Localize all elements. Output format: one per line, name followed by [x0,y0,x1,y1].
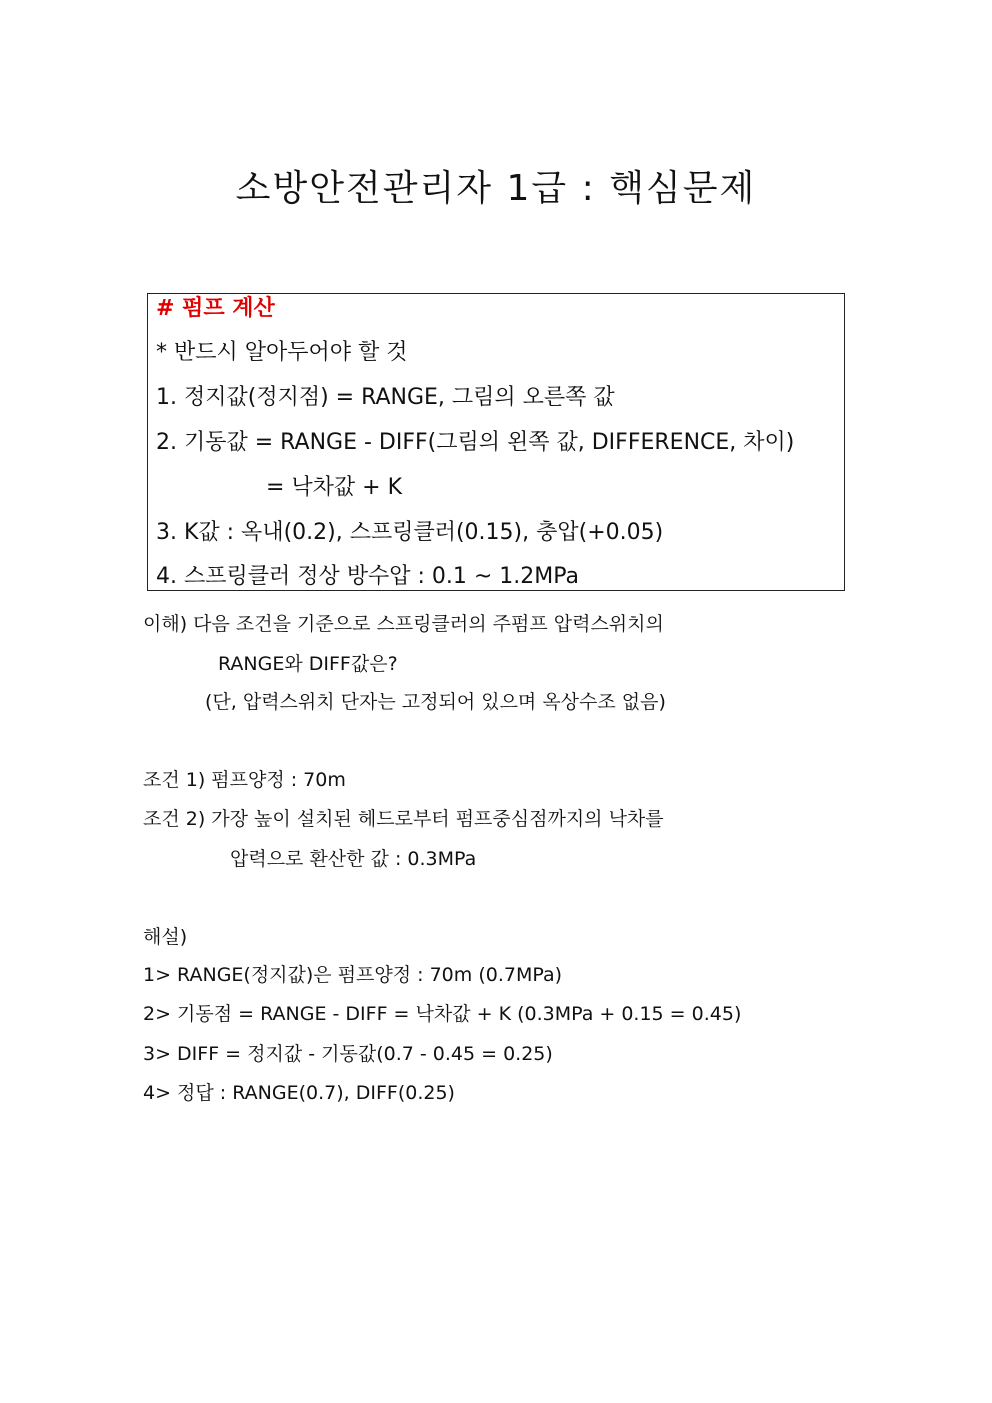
explanation-step-2: 2> 기동점 = RANGE - DIFF = 낙차값 + K (0.3MPa + 0.15 = 0.45) [143,1003,742,1025]
explanation-label: 해설) [143,926,188,948]
explanation-step-4: 4> 정답 : RANGE(0.7), DIFF(0.25) [143,1082,455,1104]
question-line-1: 이해) 다음 조건을 기준으로 스프링클러의 주펌프 압력스위치의 [143,613,664,635]
explanation-step-3: 3> DIFF = 정지값 - 기동값(0.7 - 0.45 = 0.25) [143,1043,553,1065]
key-points-box [147,293,845,591]
key-point-2: 2. 기동값 = RANGE - DIFF(그림의 왼쪽 값, DIFFERENCE, 차이) [156,430,795,455]
key-point-3: 3. K값 : 옥내(0.2), 스프링클러(0.15), 충압(+0.05) [156,520,664,545]
condition-2-continued: 압력으로 환산한 값 : 0.3MPa [230,848,477,870]
question-line-2: RANGE와 DIFF값은? [218,653,398,675]
condition-1: 조건 1) 펌프양정 : 70m [143,769,346,791]
must-know-line: * 반드시 알아두어야 할 것 [156,340,408,365]
box-heading: # 펌프 계산 [156,296,275,321]
key-point-2-continued: = 낙차값 + K [266,475,403,500]
key-point-1: 1. 정지값(정지점) = RANGE, 그림의 오른쪽 값 [156,385,615,410]
page-title: 소방안전관리자 1급 : 핵심문제 [235,168,757,209]
condition-2: 조건 2) 가장 높이 설치된 헤드로부터 펌프중심점까지의 낙차를 [143,808,664,830]
key-point-4: 4. 스프링클러 정상 방수압 : 0.1 ~ 1.2MPa [156,564,580,589]
explanation-step-1: 1> RANGE(정지값)은 펌프양정 : 70m (0.7MPa) [143,964,563,986]
question-line-3: (단, 압력스위치 단자는 고정되어 있으며 옥상수조 없음) [205,691,666,713]
